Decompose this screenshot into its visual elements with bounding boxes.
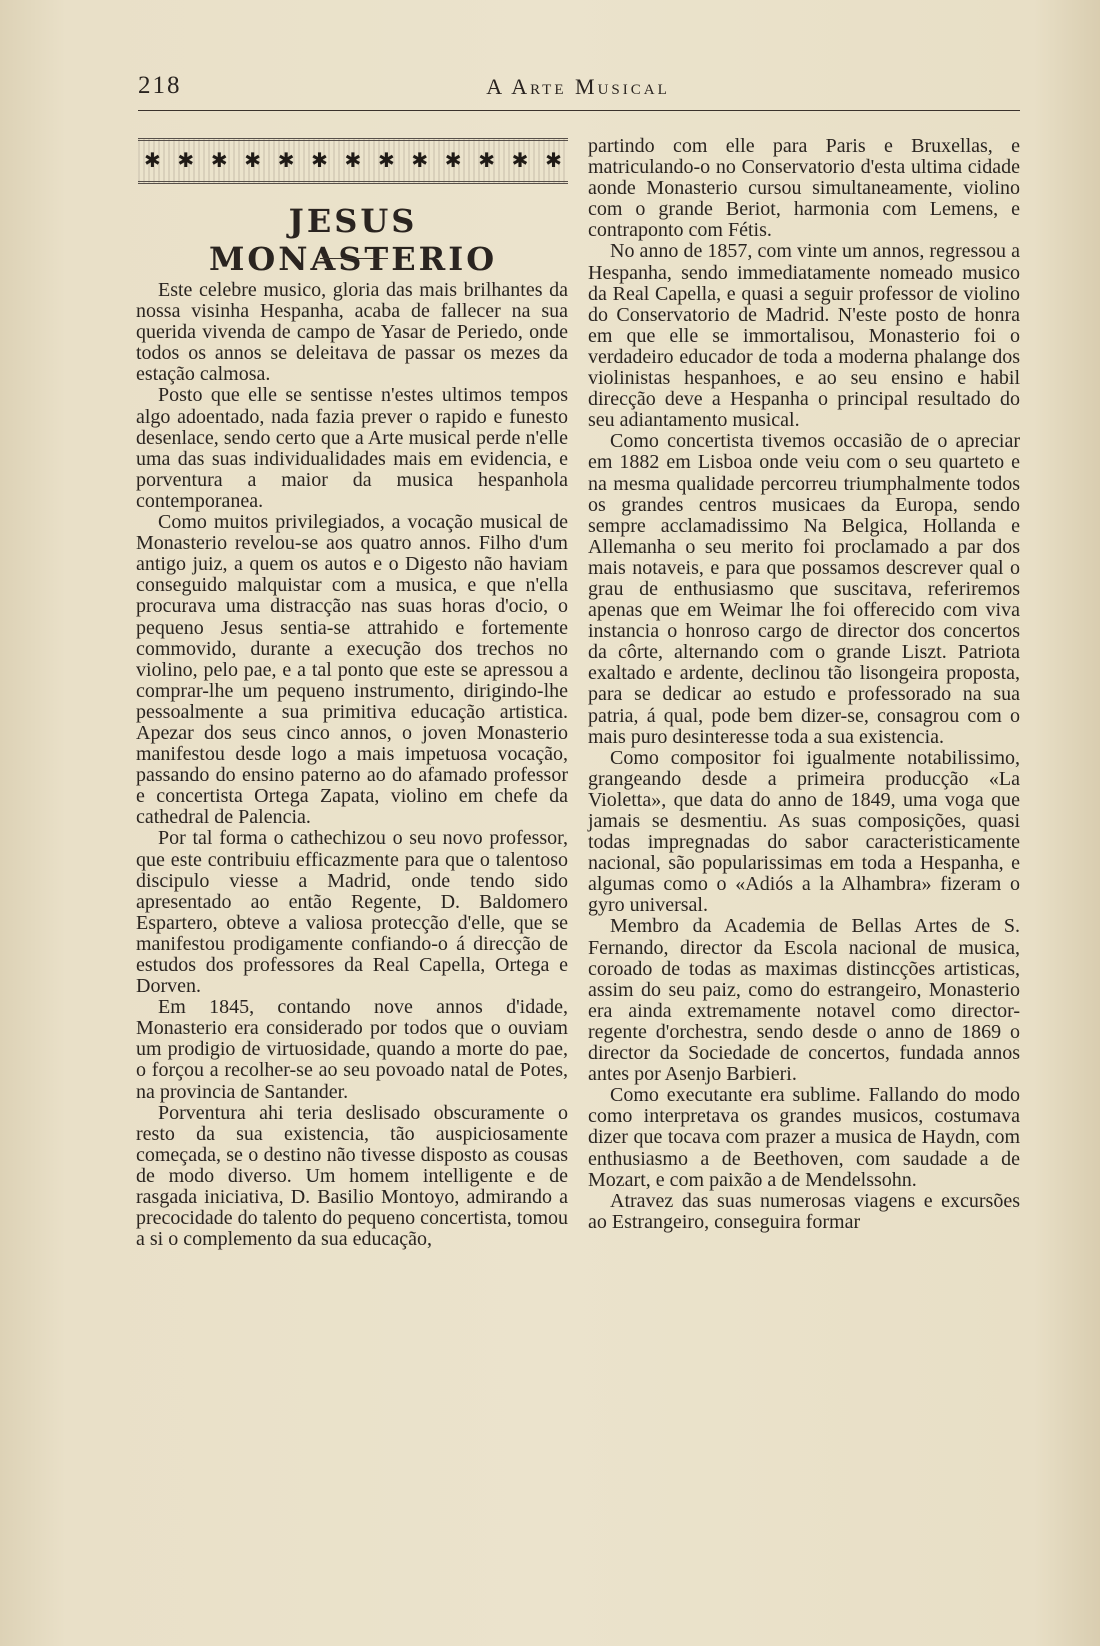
paragraph: Como compositor foi igualmente notabilissimo, grangeando desde a primeira producção «La Violetta», que data do anno de 1849, uma voga que jamais se desmentiu. As suas composições, quasi todas impregnadas do sabor caracteristicamente nacional, são popularissimas em toda a Hespanha, e algumas como o «Adiós a la Alhambra» fizeram o gyro universal. bbox=[588, 746, 1020, 917]
ornament-motif: ✱ bbox=[210, 148, 228, 172]
right-column bbox=[588, 136, 1020, 1233]
ornament-motif-row bbox=[144, 149, 562, 171]
ornament-motif: ✱ bbox=[478, 148, 495, 172]
ornamental-header-band bbox=[138, 138, 568, 184]
paragraph: Porventura ahi teria deslisado obscuramente o resto da sua existencia, tão auspiciosamente começada, se o destino não tivesse disposto as cousas de modo diverso. Um homem intelligente e de rasgada iniciativa, D. Basilio Montoyo, admirando a precocidade do talento do pequeno concertista, tomou a si o complemento da sua educação, bbox=[136, 1101, 568, 1251]
ornament-motif: ✱ bbox=[311, 148, 328, 172]
paragraph: Posto que elle se sentisse n'estes ultimos tempos algo adoentado, nada fazia prever o rapido e funesto desenlace, sendo certo que a Arte musical perde n'elle uma das suas individualidades mais em evidencia, e porventura a maior da musica hespanhola contemporanea. bbox=[136, 384, 568, 512]
ornament-motif: ✱ bbox=[244, 148, 262, 172]
paragraph: Como concertista tivemos occasião de o apreciar em 1882 em Lisboa onde veiu com o seu quarteto e na mesma qualidade percorreu triumphalmente todos os grandes centros musicaes da Europa, sendo sempre acclamadissimo Na Belgica, Hollanda e Allemanha o seu merito foi proclamado a par dos mais notaveis, e para que possamos descrever qual o grau de enthusiasmo que suscitava, referiremos apenas que em Weimar lhe foi offerecido com viva instancia o honroso cargo de director dos concertos da côrte, alternando com o grande Liszt. Patriota exaltado e ardente, declinou tão lisongeira proposta, para se dedicar ao estudo e professorado na sua patria, á qual, pode bem dizer-se, consagrou com o mais puro desinteresse toda a sua existencia. bbox=[588, 430, 1020, 748]
ornament-motif: ✱ bbox=[277, 148, 295, 172]
ornament-motif: ✱ bbox=[545, 148, 562, 172]
ornament-motif: ✱ bbox=[377, 148, 395, 172]
ornament-motif: ✱ bbox=[411, 148, 429, 172]
ornament-motif: ✱ bbox=[144, 148, 161, 172]
paragraph: Em 1845, contando nove annos d'idade, Monasterio era considerado por todos que o ouviam um prodigio de virtuosidade, quando a morte do pae, o forçou a recolher-se ao seu povoado natal de Potes, na provincia de Santander. bbox=[136, 996, 568, 1103]
paragraph: Atravez das suas numerosas viagens e excursões ao Estrangeiro, conseguira formar bbox=[588, 1189, 1020, 1233]
paragraph: Como executante era sublime. Fallando do modo como interpretava os grandes musicos, costumava dizer que tocava com prazer a musica de Haydn, com enthusiasmo a de Beethoven, com saudade a de Mozart, e com paixão a de Mendelssohn. bbox=[588, 1084, 1020, 1191]
article-title: JESUS MONASTERIO bbox=[208, 202, 498, 278]
paragraph: Por tal forma o cathechizou o seu novo professor, que este contribuiu efficazmente para que o talentoso discipulo viesse a Madrid, onde tendo sido apresentado ao então Regente, D. Baldomero Espartero, obteve a valiosa protecção d'elle, que se manifestou prodigamente confiando-o á direcção de estudos dos professores da Real Capella, Ortega e Dorven. bbox=[136, 827, 568, 998]
header-rule bbox=[138, 110, 1020, 111]
left-column bbox=[136, 280, 568, 1250]
ornament-motif: ✱ bbox=[444, 148, 462, 172]
ornament-motif: ✱ bbox=[344, 148, 362, 172]
title-rule bbox=[320, 258, 388, 259]
paragraph: Este celebre musico, gloria das mais brilhantes da nossa visinha Hespanha, acaba de fallecer na sua querida vivenda de campo de Yasar de Periedo, onde todos os annos se deleitava de passar os mezes da estação calmosa. bbox=[136, 279, 568, 386]
ornament-motif: ✱ bbox=[511, 148, 529, 172]
paragraph: Como muitos privilegiados, a vocação musical de Monasterio revelou-se aos quatro annos. Filho d'um antigo juiz, a quem os autos e o Digesto não haviam conseguido malquistar com a musica, e que n'ella procurava uma distracção nas suas horas d'ocio, o pequeno Jesus sentia-se attrahido e fortemente commovido, durante a execução dos trechos no violino, pelo pae, e a tal ponto que este se apressou a comprar-lhe um pequeno instrumento, dirigindo-lhe pessoalmente a sua primitiva educação artistica. Apezar dos seus cinco annos, o joven Monasterio manifestou desde logo a mais impetuosa vocação, passando do ensino paterno ao do afamado professor e concertista Ortega Zapata, violino em chefe da cathedral de Palencia. bbox=[136, 511, 568, 829]
running-title: A Arte Musical bbox=[486, 74, 670, 99]
ornament-motif: ✱ bbox=[177, 148, 195, 172]
page-header bbox=[138, 72, 1020, 112]
paragraph: No anno de 1857, com vinte um annos, regressou a Hespanha, sendo immediatamente nomeado musico da Real Capella, e quasi a seguir professor de violino do Conservatorio de Madrid. N'este posto de honra em que elle se immortalisou, Monasterio foi o verdadeiro educador de toda a moderna phalange dos violinistas hespanhoes, e ao seu ensino e habil direcção deve a Hespanha o principal resultado do seu adiantamento musical. bbox=[588, 240, 1020, 432]
paragraph: partindo com elle para Paris e Bruxellas, e matriculando-o no Conservatorio d'esta ultima cidade aonde Monasterio cursou simultaneamente, violino com o grande Beriot, harmonia com Lemens, e contraponto com Fétis. bbox=[588, 135, 1020, 242]
page-number: 218 bbox=[138, 72, 182, 99]
paragraph: Membro da Academia de Bellas Artes de S. Fernando, director da Escola nacional de musica, coroado de todas as maximas distincções artisticas, assim do seu paiz, como do estrangeiro, Monasterio era ainda extremamente notavel como director-regente d'orchestra, sendo desde o anno de 1869 o director da Sociedade de concertos, fundada annos antes por Asenjo Barbieri. bbox=[588, 915, 1020, 1086]
